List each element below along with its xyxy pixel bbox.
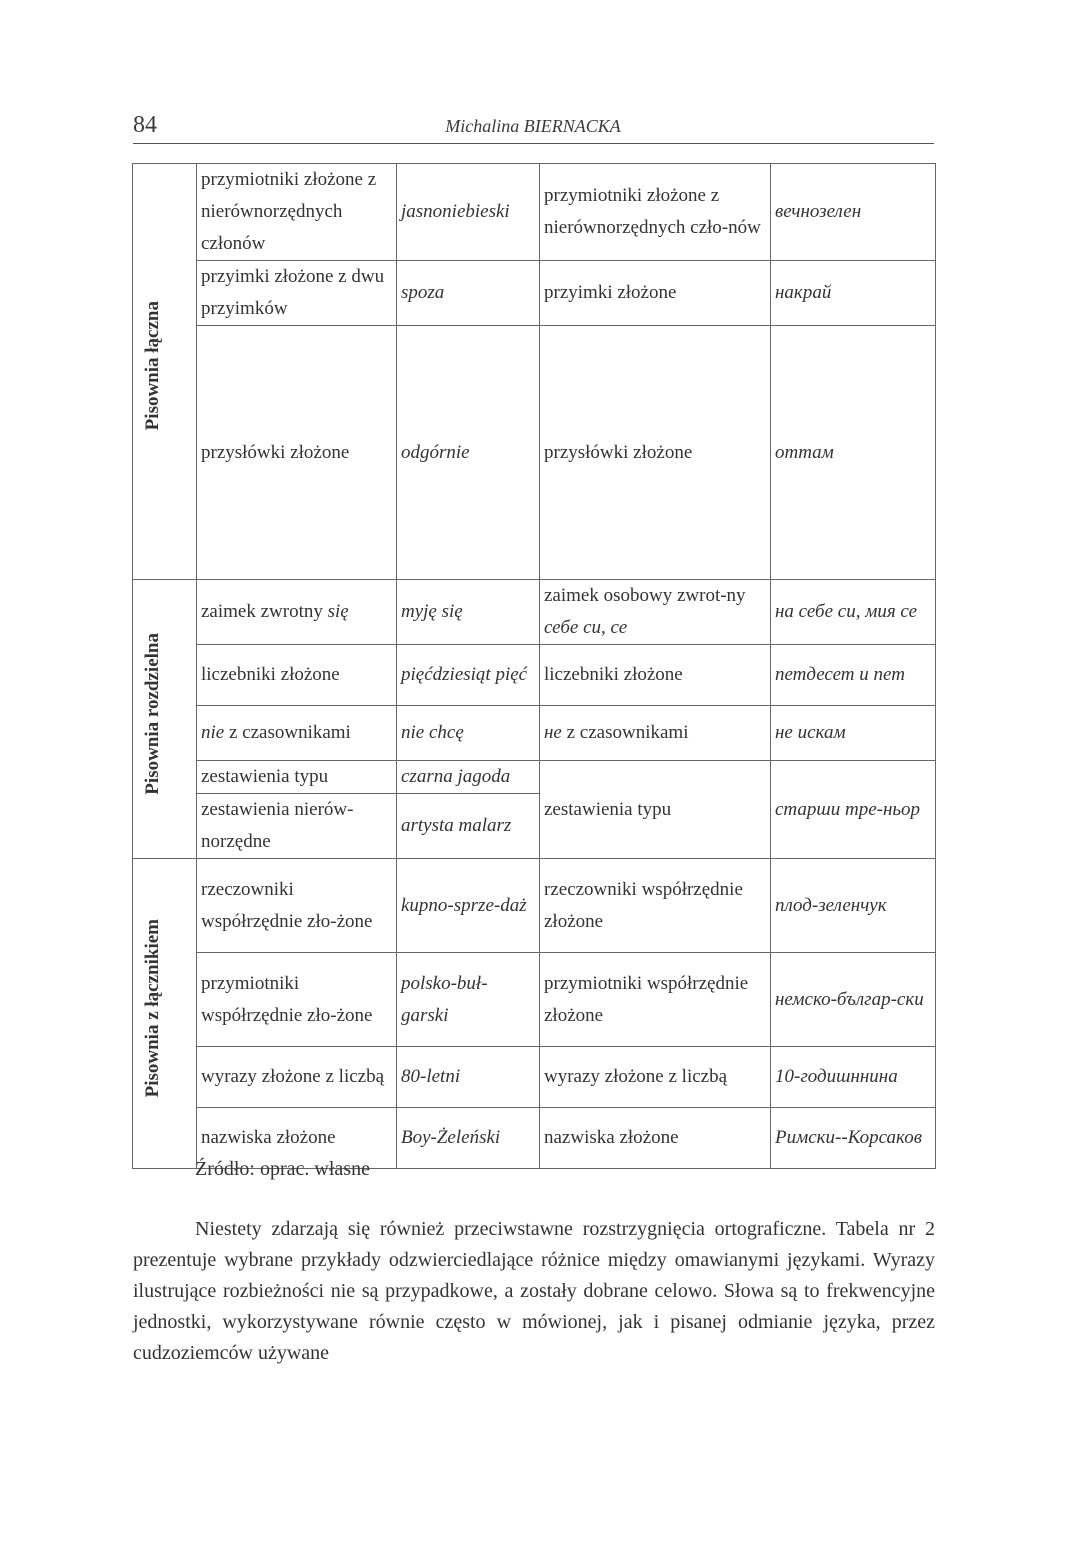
pl-category-text: zaimek zwrotny: [201, 601, 328, 622]
pl-example-cell: pięćdziesiąt pięć: [397, 645, 540, 706]
pl-example-cell: 80-letni: [397, 1047, 540, 1108]
bg-example-cell: не искам: [771, 706, 936, 761]
pl-category-cell: zestawienia typu: [197, 761, 397, 794]
table-row: [133, 580, 936, 645]
table-row: [133, 706, 936, 761]
body-paragraph: [133, 1214, 935, 1369]
table-row: [133, 645, 936, 706]
table-row: [133, 953, 936, 1047]
pl-example-cell: odgórnie: [397, 326, 540, 580]
bg-example-cell: накрай: [771, 261, 936, 326]
pl-category-italic: nie: [201, 722, 225, 743]
pl-category-cell: przymiotniki złożone z nierównorzędnych członów: [197, 164, 397, 261]
pl-example-cell: polsko-buł-garski: [397, 953, 540, 1047]
comparison-table: [132, 163, 936, 1169]
bg-example-cell: оттам: [771, 326, 936, 580]
bg-category-cell: liczebniki złożone: [540, 645, 771, 706]
pl-category-cell: rzeczowniki współrzędnie zło-żone: [197, 859, 397, 953]
group-label: Pisownia rozdzielna: [142, 632, 163, 795]
bg-category-cell: przysłówki złożone: [540, 326, 771, 580]
bg-category-cell: zestawienia typu: [540, 761, 771, 859]
pl-example-cell: kupno-sprze-daż: [397, 859, 540, 953]
pl-example-cell: spoza: [397, 261, 540, 326]
bg-example-cell: 10-годишннина: [771, 1047, 936, 1108]
pl-example-cell: myję się: [397, 580, 540, 645]
pl-category-cell: wyrazy złożone z liczbą: [197, 1047, 397, 1108]
table-row: [133, 761, 936, 794]
pl-category-cell: liczebniki złożone: [197, 645, 397, 706]
group-label-cell: [133, 164, 197, 580]
bg-example-cell: старши тре-ньор: [771, 761, 936, 859]
bg-category-text: z czasownikami: [561, 722, 689, 743]
pl-category-cell: przyimki złożone z dwu przyimków: [197, 261, 397, 326]
table-row: [133, 1047, 936, 1108]
bg-category-cell: [540, 706, 771, 761]
pl-category-italic: się: [327, 601, 349, 622]
pl-example-cell: Boy-Żeleński: [397, 1108, 540, 1169]
bg-category-cell: rzeczowniki współrzędnie złożone: [540, 859, 771, 953]
running-head-author: Michalina BIERNACKA: [445, 116, 621, 136]
bg-category-italic: себе си, се: [544, 617, 628, 638]
bg-category-cell: przymiotniki złożone z nierównorzędnych czło-nów: [540, 164, 771, 261]
pl-example-cell: czarna jagoda: [397, 761, 540, 794]
table-row: [133, 326, 936, 580]
header-rule: [133, 143, 934, 144]
pl-category-cell: [197, 580, 397, 645]
pl-category-cell: przysłówki złożone: [197, 326, 397, 580]
table-row: [133, 859, 936, 953]
bg-example-cell: петдесет и пет: [771, 645, 936, 706]
group-label-cell: [133, 859, 197, 1169]
bg-category-cell: wyrazy złożone z liczbą: [540, 1047, 771, 1108]
bg-example-cell: плод-зеленчук: [771, 859, 936, 953]
table-row: [133, 164, 936, 261]
pl-category-cell: zestawienia nierów-norzędne: [197, 794, 397, 859]
bg-category-cell: przymiotniki współrzędnie złożone: [540, 953, 771, 1047]
bg-category-cell: nazwiska złożone: [540, 1108, 771, 1169]
paragraph-text: Niestety zdarzają się również przeciwstawne rozstrzygnięcia ortograficzne. Tabela nr 2 prezentuje wybrane przykłady odzwierciedlające różnice między omawianymi językami. Wyrazy ilustrujące rozbieżności nie są przypadkowe, a zostały dobrane celowo. Słowa są to frekwencyjne jednostki, wykorzystywane równie często w mówionej, jak i pisanej odmianie języka, przez cudzoziemców używane: [133, 1218, 935, 1364]
bg-example-cell: немско-българ-ски: [771, 953, 936, 1047]
pl-example-cell: artysta malarz: [397, 794, 540, 859]
table-source-note: Źródło: oprac. własne: [195, 1158, 370, 1180]
page-number: 84: [133, 112, 157, 138]
pl-example-cell: jasnoniebieski: [397, 164, 540, 261]
bg-category-italic: не: [544, 722, 562, 743]
pl-category-text: z czasownikami: [224, 722, 351, 743]
group-label: Pisownia łączna: [142, 301, 163, 431]
bg-category-cell: przyimki złożone: [540, 261, 771, 326]
bg-category-cell: [540, 580, 771, 645]
bg-example-cell: Римски--Корсаков: [771, 1108, 936, 1169]
pl-example-cell: nie chcę: [397, 706, 540, 761]
pl-category-cell: [197, 706, 397, 761]
pl-category-cell: nazwiska złożone: [197, 1108, 397, 1169]
group-label-cell: [133, 580, 197, 859]
bg-example-cell: на себе си, мия се: [771, 580, 936, 645]
group-label: Pisownia z łącznikiem: [142, 918, 163, 1098]
bg-category-text: zaimek osobowy zwrot-ny: [544, 585, 746, 606]
table-row: [133, 261, 936, 326]
pl-category-cell: przymiotniki współrzędnie zło-żone: [197, 953, 397, 1047]
bg-example-cell: вечнозелен: [771, 164, 936, 261]
